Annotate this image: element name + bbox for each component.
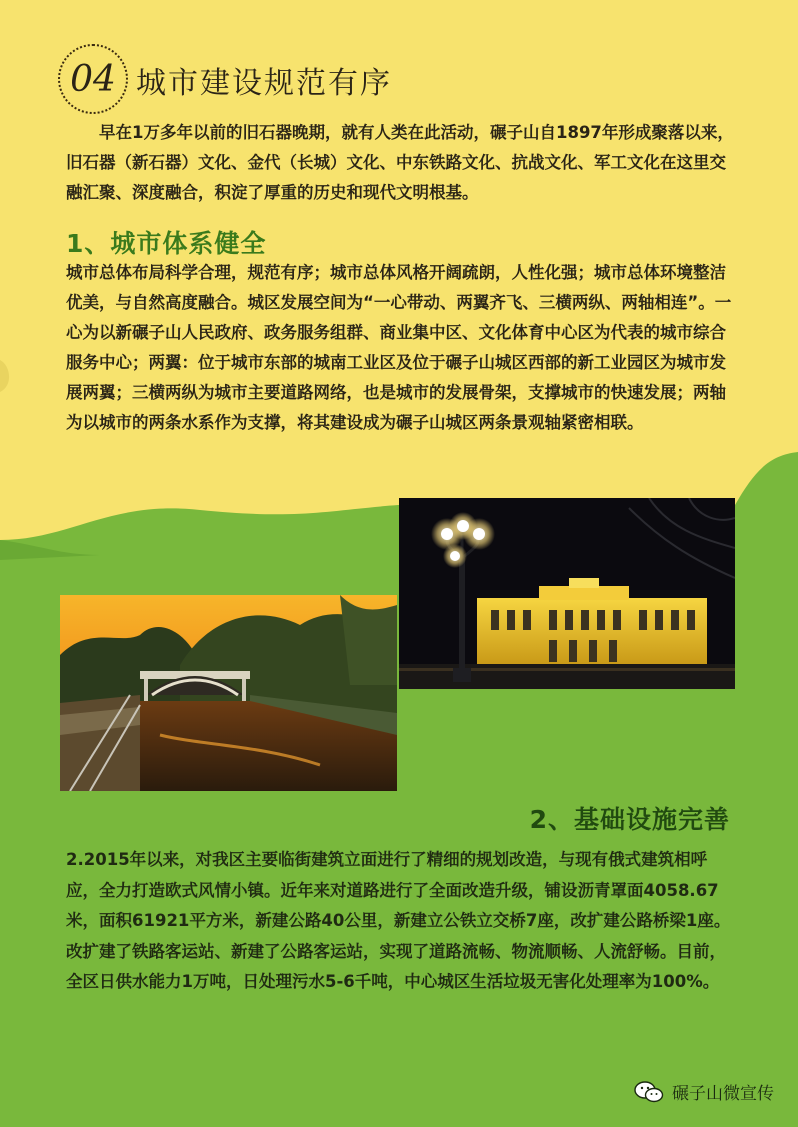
part1-paragraph: 城市总体布局科学合理，规范有序；城市总体风格开阔疏朗，人性化强；城市总体环境整洁优美，与自然高度融合。城区发展空间为“一心带动、两翼齐飞、三横两纵、两轴相连”。一心为以新碾子山人民政府、政务服务组群、商业集中区、文化体育中心区为代表的城市综合服务中心；两翼：位于城市东部的城南工业区及位于碾子山城区西部的新工业园区为城市发展两翼；三横两纵为城市主要道路网络，也是城市的发展骨架，支撑城市的快速发展；两轴为以城市的两条水系作为支撑，将其建设成为碾子山城区两条景观轴紧密相联。 — [66, 263, 732, 432]
bridge-sunset-photo — [60, 595, 397, 791]
footer-source — [634, 1079, 774, 1104]
part2-paragraph: 2.2015年以来，对我区主要临街建筑立面进行了精细的规划改造，与现有俄式建筑相呼应，全力打造欧式风情小镇。近年来对道路进行了全面改造升级，铺设沥青罩面4058.67米，面积61921平方米，新建公路40公里，新建立公铁立交桥7座，改扩建公路桥梁1座。改扩建了铁路客运站、新建了公路客运站，实现了道路流畅、物流顺畅、人流舒畅。目前，全区日供水能力1万吨，日处理污水5-6千吨，中心城区生活垃圾无害化处理率为100%。 — [66, 850, 731, 991]
footer-label: 碾子山微宣传 — [672, 1084, 774, 1104]
section-title: 城市建设规范有序 — [136, 66, 392, 101]
part1-heading: 1、城市体系健全 — [66, 229, 267, 258]
section-number-badge: 04 — [58, 44, 128, 114]
night-building-photo — [399, 498, 735, 689]
wechat-icon — [634, 1080, 664, 1104]
part2-heading: 2、基础设施完善 — [529, 805, 730, 834]
intro-paragraph: 早在1万多年以前的旧石器晚期，就有人类在此活动，碾子山自1897年形成聚落以来，旧石器（新石器）文化、金代（长城）文化、中东铁路文化、抗战文化、军工文化在这里交融汇聚、深度融合，积淀了厚重的历史和现代文明根基。 — [66, 123, 734, 202]
